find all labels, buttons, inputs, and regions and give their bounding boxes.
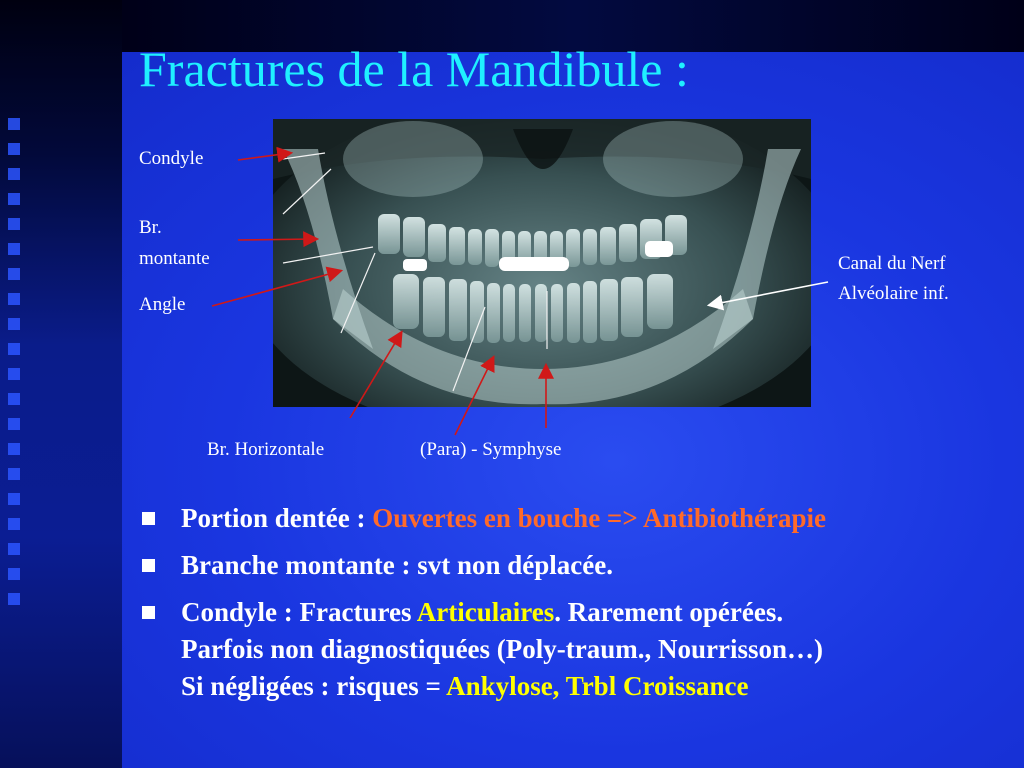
label-canal-line1: Canal du Nerf <box>838 253 946 274</box>
bullet-text-line3: Si négligées : risques = <box>181 671 447 701</box>
bullet-text: . Rarement opérées. <box>554 597 784 627</box>
label-condyle: Condyle <box>139 148 204 169</box>
arrow-para-symphyse <box>455 358 493 435</box>
bullet-list <box>140 500 1020 715</box>
label-canal-line2: Alvéolaire inf. <box>838 283 949 304</box>
label-br-montante-line1: Br. <box>139 217 162 238</box>
bullet-item-condyle <box>140 594 1020 705</box>
bullet-text: Branche montante : svt non déplacée. <box>181 550 613 580</box>
highlight-articulaires: Articulaires <box>416 597 555 627</box>
square-bullet-icon <box>142 606 155 619</box>
bullet-text-line2: Parfois non diagnostiquées (Poly-traum., Nourrisson…) <box>181 634 824 664</box>
page-title: Fractures de la Mandibule : <box>139 41 689 97</box>
bullet-text: Portion dentée : <box>181 503 373 533</box>
bullet-item-branche-montante <box>140 547 1020 584</box>
arrow-condyle <box>238 153 290 160</box>
label-br-horizontale: Br. Horizontale <box>207 439 325 460</box>
label-para-symphyse: (Para) - Symphyse <box>420 439 562 460</box>
highlight-ankylose: Ankylose, Trbl Croissance <box>446 671 749 701</box>
bullet-item-portion-dentee <box>140 500 1020 537</box>
bullet-text: Condyle : Fractures <box>181 597 417 627</box>
highlight-antibiotherapie: Ouvertes en bouche => Antibiothérapie <box>372 503 826 533</box>
arrow-br-montante <box>238 239 316 240</box>
square-bullet-icon <box>142 512 155 525</box>
arrow-angle <box>212 271 340 306</box>
label-br-montante-line2: montante <box>139 248 210 269</box>
label-angle: Angle <box>139 294 186 315</box>
arrow-canal-nerf <box>710 282 828 305</box>
arrow-br-horizontale <box>350 333 401 418</box>
square-bullet-icon <box>142 559 155 572</box>
